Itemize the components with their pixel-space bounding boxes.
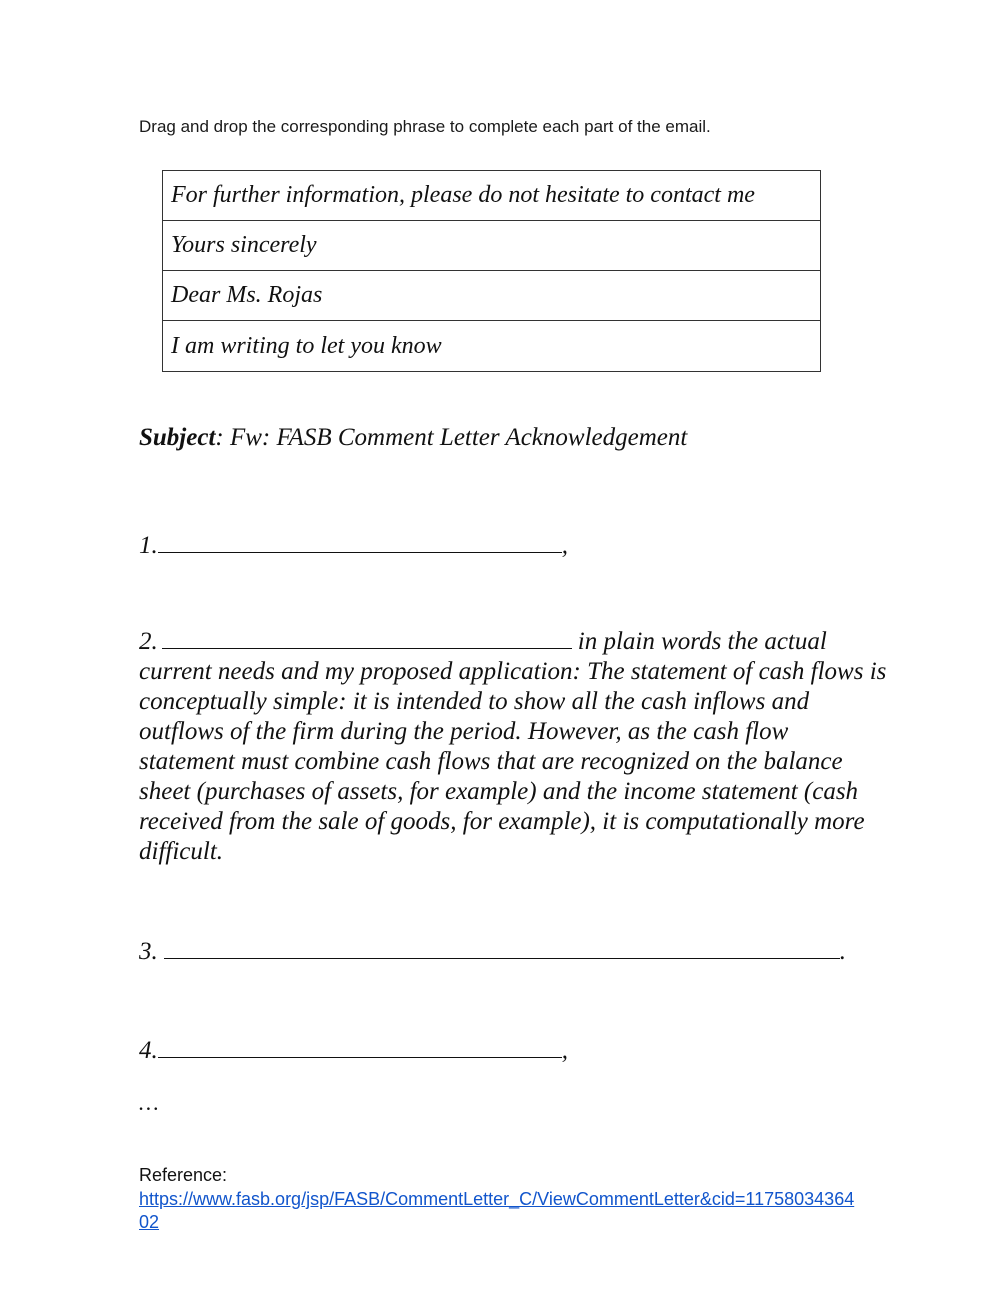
subject-text: : Fw: FASB Comment Letter Acknowledgement — [215, 424, 688, 451]
item-4 — [139, 1035, 568, 1065]
subject-label: Subject — [139, 424, 216, 451]
item-number: 1. — [139, 532, 158, 559]
item-number: 3. — [139, 938, 158, 965]
email-subject — [139, 424, 687, 452]
item-1 — [139, 530, 568, 560]
instruction-text: Drag and drop the corresponding phrase to complete each part of the email. — [139, 117, 711, 136]
item-number: 4. — [139, 1037, 158, 1064]
reference-label: Reference: — [139, 1165, 228, 1185]
item-2 — [139, 627, 889, 867]
draggable-phrase[interactable]: Yours sincerely — [163, 221, 820, 271]
item-suffix: , — [561, 1037, 568, 1064]
draggable-phrase[interactable]: I am writing to let you know — [171, 332, 442, 359]
ellipsis: … — [139, 1090, 159, 1115]
drop-zone-3[interactable] — [164, 936, 840, 959]
drop-zone-2[interactable] — [162, 628, 572, 649]
item-suffix: , — [561, 532, 568, 559]
draggable-phrase[interactable]: For further information, please do not hesitate to contact me — [163, 171, 820, 221]
item-2-body: in plain words the actual current needs and my proposed application: The statement of cash flows is conceptually simple: it is intended to show all the cash inflows and outflows of the firm during the period. However, as the cash flow statement must combine cash flows that are recognized on the balance sheet (purchases of assets, for example) and the income statement (cash received from the sale of goods, for example), it is computationally more difficult. — [139, 628, 887, 865]
item-number: 2. — [139, 628, 158, 655]
draggable-phrase[interactable]: Dear Ms. Rojas — [163, 271, 820, 321]
drop-zone-4[interactable] — [158, 1035, 562, 1058]
phrase-bank — [162, 170, 821, 372]
item-suffix: . — [839, 938, 846, 965]
item-3 — [139, 936, 846, 966]
reference-link[interactable]: https://www.fasb.org/jsp/FASB/CommentLetter_C/ViewCommentLetter&cid=1175803436402 — [139, 1189, 855, 1232]
drop-zone-1[interactable] — [158, 530, 562, 553]
